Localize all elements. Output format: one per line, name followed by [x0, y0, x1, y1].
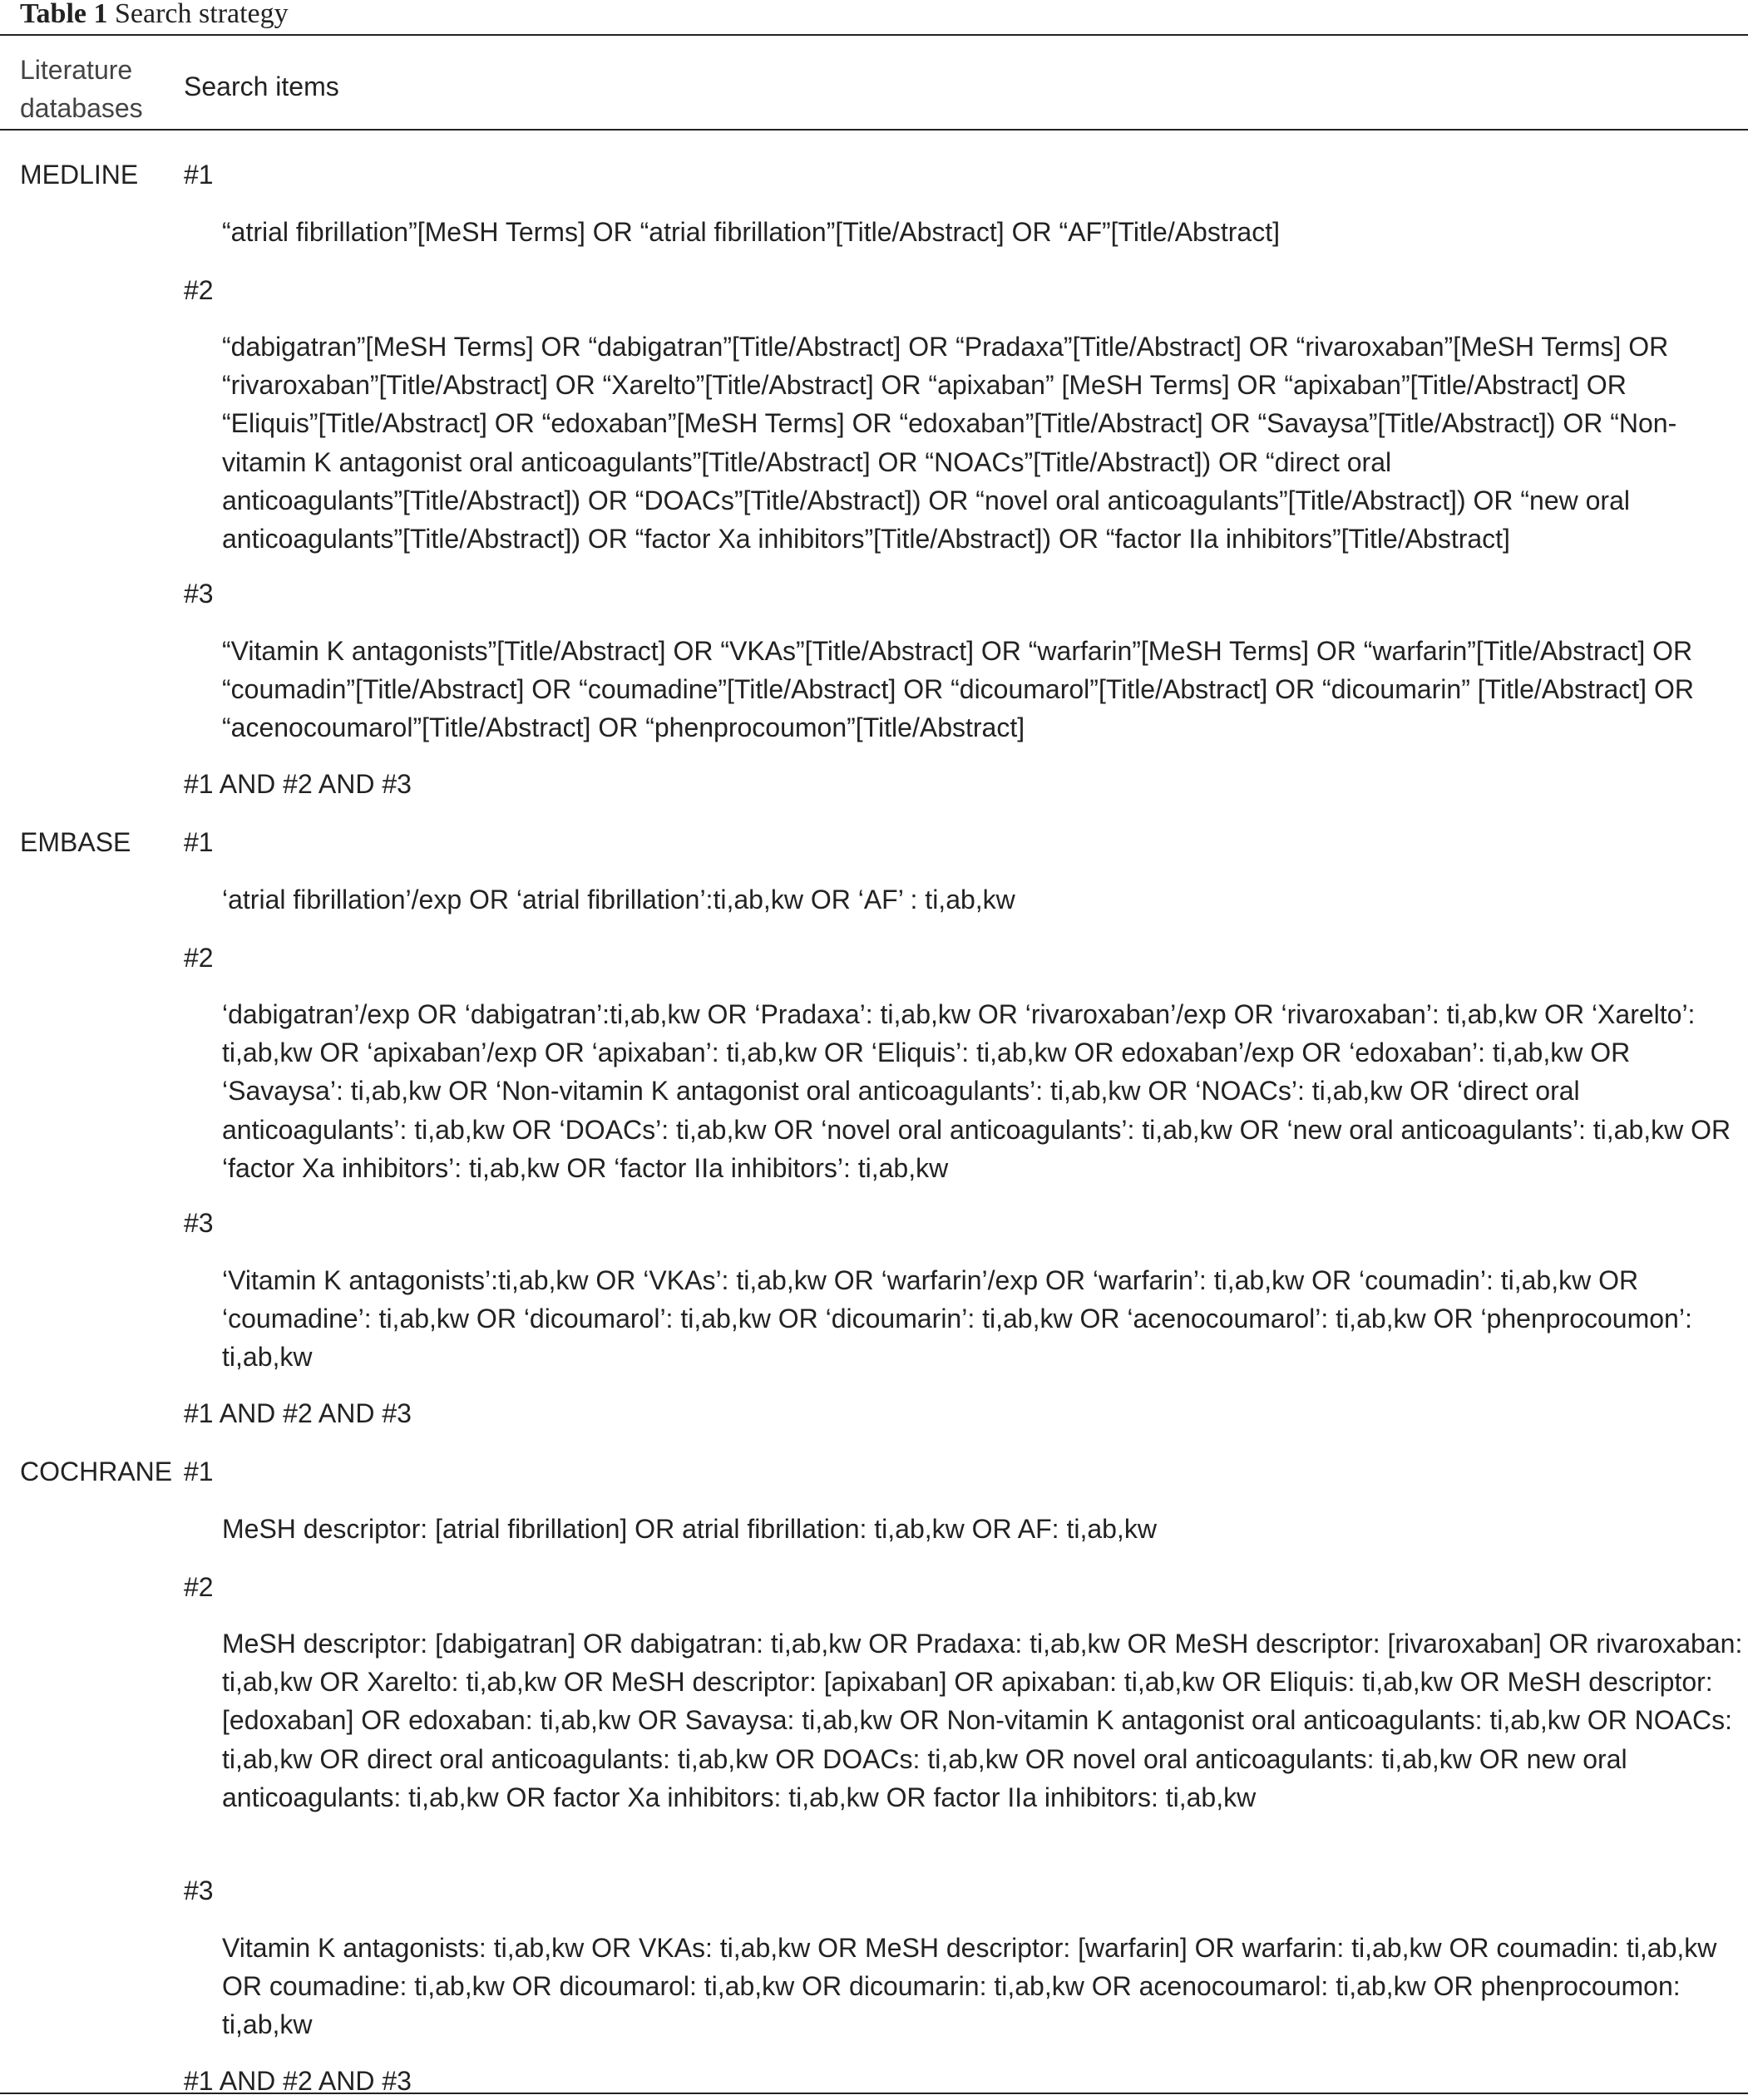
medline-step-2-label: #2 — [184, 275, 214, 305]
table-caption — [20, 0, 289, 28]
embase-step-3-label: #3 — [184, 1208, 214, 1238]
cochrane-step-2-query: MeSH descriptor: [dabigatran] OR dabigatran: ti,ab,kw OR Pradaxa: ti,ab,kw OR MeSH descriptor: [rivaroxaban] OR rivaroxaban: ti,ab,kw OR Xarelto: ti,ab,kw OR MeSH descriptor: [apixaban] OR apixaban: ti,ab,kw OR Eliquis: ti,ab,kw OR MeSH descriptor: [edoxaban] OR edoxaban: ti,ab,kw OR Savaysa: ti,ab,kw OR Non-vitamin K antagonist oral anticoagulants: ti,ab,kw OR NOACs: ti,ab,kw OR direct oral anticoagulants: ti,ab,kw OR DOACs: ti,ab,kw OR novel oral anticoagulants: ti,ab,kw OR new oral anticoagulants: ti,ab,kw OR factor Xa inhibitors: ti,ab,kw OR factor IIa inhibitors: ti,ab,kw — [222, 1629, 1743, 1812]
table-header-rule — [0, 129, 1748, 131]
medline-step-2-query: “dabigatran”[MeSH Terms] OR “dabigatran”[Title/Abstract] OR “Pradaxa”[Title/Abstract] OR “rivaroxaban”[MeSH Terms] OR “rivaroxaban”[Title/Abstract] OR “Xarelto”[Title/Abstract] OR “apixaban” [MeSH Terms] OR “apixaban”[Title/Abstract] OR “Eliquis”[Title/Abstract] OR “edoxaban”[MeSH Terms] OR “edoxaban”[Title/Abstract] OR “Savaysa”[Title/Abstract]) OR “Non-vitamin K antagonist oral anticoagulants”[Title/Abstract] OR “NOACs”[Title/Abstract]) OR “direct oral anticoagulants”[Title/Abstract]) OR “DOACs”[Title/Abstract]) OR “novel oral anticoagulants”[Title/Abstract]) OR “new oral anticoagulants”[Title/Abstract]) OR “factor Xa inhibitors”[Title/Abstract]) OR “factor IIa inhibitors”[Title/Abstract] — [222, 332, 1677, 555]
header-search-items: Search items — [184, 71, 339, 101]
medline-combine: #1 AND #2 AND #3 — [184, 769, 412, 799]
db-medline: MEDLINE — [20, 160, 139, 190]
cochrane-step-1-label: #1 — [184, 1457, 214, 1486]
table-header — [0, 36, 1748, 131]
table-caption-label: Table 1 — [20, 0, 108, 29]
table-caption-title: Search strategy — [115, 0, 289, 29]
header-db-line2: databases — [20, 93, 143, 123]
embase-combine: #1 AND #2 AND #3 — [184, 1398, 412, 1428]
cochrane-step-3-label: #3 — [184, 1876, 214, 1905]
medline-step-3-query: “Vitamin K antagonists”[Title/Abstract] OR “VKAs”[Title/Abstract] OR “warfarin”[MeSH Terms] OR “warfarin”[Title/Abstract] OR “coumadin”[Title/Abstract] OR “coumadine”[Title/Abstract] OR “dicoumarol”[Title/Abstract] OR “dicoumarin” [Title/Abstract] OR “acenocoumarol”[Title/Abstract] OR “phenprocoumon”[Title/Abstract] — [222, 636, 1694, 743]
cochrane-step-1-query: MeSH descriptor: [atrial fibrillation] OR atrial fibrillation: ti,ab,kw OR AF: ti,ab,kw — [222, 1514, 1157, 1544]
cochrane-step-3-query: Vitamin K antagonists: ti,ab,kw OR VKAs: ti,ab,kw OR MeSH descriptor: [warfarin] OR warfarin: ti,ab,kw OR coumadin: ti,ab,kw OR coumadine: ti,ab,kw OR dicoumarol: ti,ab,kw OR dicoumarin: ti,ab,kw OR acenocoumarol: ti,ab,kw OR phenprocoumon: ti,ab,kw — [222, 1933, 1717, 2040]
medline-step-3-label: #3 — [184, 579, 214, 609]
embase-step-2-label: #2 — [184, 943, 214, 973]
embase-step-1-label: #1 — [184, 827, 214, 857]
header-literature-databases — [20, 51, 143, 127]
cochrane-combine: #1 AND #2 AND #3 — [184, 2066, 412, 2096]
medline-step-1-query: “atrial fibrillation”[MeSH Terms] OR “atrial fibrillation”[Title/Abstract] OR “AF”[Title/Abstract] — [222, 217, 1280, 247]
medline-step-1-label: #1 — [184, 160, 214, 190]
header-db-line1: Literature — [20, 55, 133, 85]
embase-step-2-query: ‘dabigatran’/exp OR ‘dabigatran’:ti,ab,kw OR ‘Pradaxa’: ti,ab,kw OR ‘rivaroxaban’/exp OR ‘rivaroxaban’: ti,ab,kw OR ‘Xarelto’: ti,ab,kw OR ‘apixaban’/exp OR ‘apixaban’: ti,ab,kw OR ‘Eliquis’: ti,ab,kw OR edoxaban’/exp OR ‘edoxaban’: ti,ab,kw OR ‘Savaysa’: ti,ab,kw OR ‘Non-vitamin K antagonist oral anticoagulants’: ti,ab,kw OR ‘NOACs’: ti,ab,kw OR ‘direct oral anticoagulants’: ti,ab,kw OR ‘DOACs’: ti,ab,kw OR ‘novel oral anticoagulants’: ti,ab,kw OR ‘new oral anticoagulants’: ti,ab,kw OR ‘factor Xa inhibitors’: ti,ab,kw OR ‘factor IIa inhibitors’: ti,ab,kw — [222, 999, 1731, 1183]
embase-step-1-query: ‘atrial fibrillation’/exp OR ‘atrial fibrillation’:ti,ab,kw OR ‘AF’ : ti,ab,kw — [222, 885, 1015, 914]
db-cochrane: COCHRANE — [20, 1457, 173, 1486]
db-embase: EMBASE — [20, 827, 131, 857]
embase-step-3-query: ‘Vitamin K antagonists’:ti,ab,kw OR ‘VKAs’: ti,ab,kw OR ‘warfarin’/exp OR ‘warfarin’: ti,ab,kw OR ‘coumadin’: ti,ab,kw OR ‘coumadine’: ti,ab,kw OR ‘dicoumarol’: ti,ab,kw OR ‘dicoumarin’: ti,ab,kw OR ‘acenocoumarol’: ti,ab,kw OR ‘phenprocoumon’: ti,ab,kw — [222, 1265, 1692, 1373]
cochrane-step-2-label: #2 — [184, 1572, 214, 1602]
